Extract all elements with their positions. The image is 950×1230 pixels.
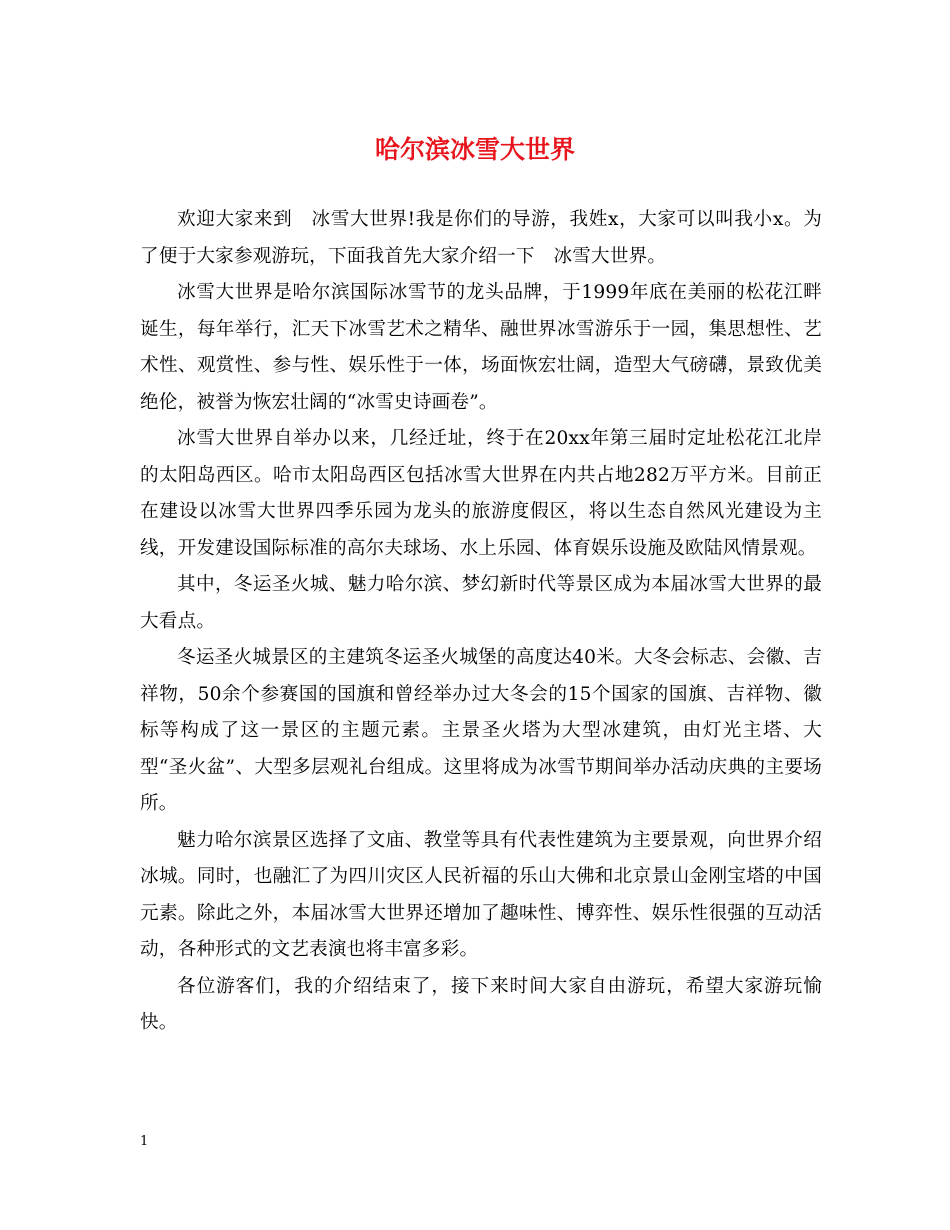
paragraph: 冰雪大世界是哈尔滨国际冰雪节的龙头品牌，于1999年底在美丽的松花江畔诞生，每年举行，汇天下冰雪艺术之精华、融世界冰雪游乐于一园，集思想性、艺术性、观赏性、参与性、娱乐性于一体，场面恢宏壮阔，造型大气磅礴，景致优美绝伦，被誉为恢宏壮阔的“冰雪史诗画卷”。 [140,282,822,413]
document-body [140,202,822,1042]
paragraph: 冬运圣火城景区的主建筑冬运圣火城堡的高度达40米。大冬会标志、会徽、吉祥物，50余个参赛国的国旗和曾经举办过大冬会的15个国家的国旗、吉祥物、徽标等构成了这一景区的主题元素。主景圣火塔为大型冰建筑，由灯光主塔、大型“圣火盆”、大型多层观礼台组成。这里将成为冰雪节期间举办活动庆典的主要场所。 [140,647,822,814]
paragraph: 各位游客们，我的介绍结束了，接下来时间大家自由游玩，希望大家游玩愉快。 [140,975,822,1033]
page-number: 1 [140,1134,149,1149]
paragraph: 其中，冬运圣火城、魅力哈尔滨、梦幻新时代等景区成为本届冰雪大世界的最大看点。 [140,574,822,632]
paragraph: 魅力哈尔滨景区选择了文庙、教堂等具有代表性建筑为主要景观，向世界介绍冰城。同时，也融汇了为四川灾区人民祈福的乐山大佛和北京景山金刚宝塔的中国元素。除此之外，本届冰雪大世界还增加了趣味性、博弈性、娱乐性很强的互动活动，各种形式的文艺表演也将丰富多彩。 [140,829,822,960]
paragraph: 冰雪大世界自举办以来，几经迁址，终于在20xx年第三届时定址松花江北岸的太阳岛西区。哈市太阳岛西区包括冰雪大世界在内共占地282万平方米。目前正在建设以冰雪大世界四季乐园为龙头的旅游度假区，将以生态自然风光建设为主线，开发建设国际标准的高尔夫球场、水上乐园、体育娱乐设施及欧陆风情景观。 [140,428,822,559]
document-title: 哈尔滨冰雪大世界 [374,135,575,164]
paragraph: 欢迎大家来到 冰雪大世界!我是你们的导游，我姓x，大家可以叫我小x。为了便于大家参观游玩，下面我首先大家介绍一下 冰雪大世界。 [140,209,822,267]
